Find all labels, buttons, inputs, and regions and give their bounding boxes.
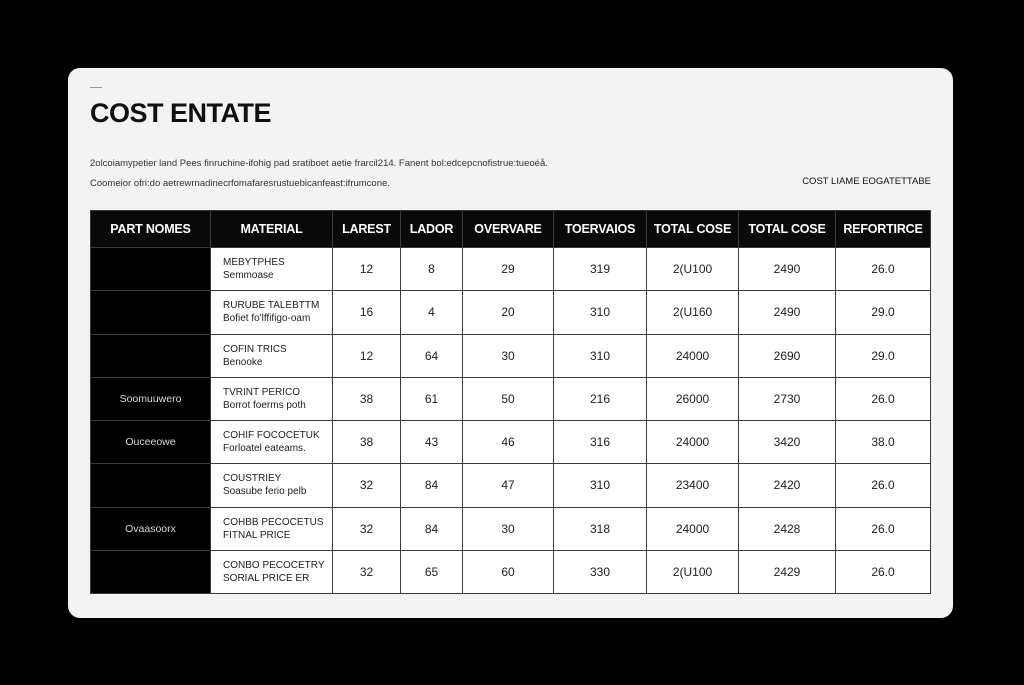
table-cell: 310 bbox=[554, 334, 647, 377]
part-name-cell bbox=[91, 464, 211, 507]
table-row bbox=[91, 421, 931, 464]
table-cell: 26000 bbox=[647, 377, 739, 420]
table-cell: 26.0 bbox=[836, 464, 931, 507]
table-cell: 26.0 bbox=[836, 550, 931, 593]
table-cell: 38 bbox=[333, 421, 401, 464]
table-cell: 60 bbox=[463, 550, 554, 593]
table-cell: 216 bbox=[554, 377, 647, 420]
table-cell: 32 bbox=[333, 507, 401, 550]
table-row bbox=[91, 248, 931, 291]
table-row bbox=[91, 464, 931, 507]
material-detail: Semmoase bbox=[223, 270, 274, 282]
table-row bbox=[91, 377, 931, 420]
table-cell: 4 bbox=[401, 291, 463, 334]
table-cell: 20 bbox=[463, 291, 554, 334]
table-caption: COST LIAME EOGATETTABE bbox=[802, 176, 931, 187]
material-cell bbox=[211, 291, 333, 334]
material-name: COHIF FOCOCETUK bbox=[223, 430, 320, 442]
table-cell: 2(U100 bbox=[647, 550, 739, 593]
column-header: TOTAL COSE bbox=[647, 211, 739, 248]
column-header: REFORTIRCE bbox=[836, 211, 931, 248]
divider bbox=[90, 87, 102, 88]
table-cell: 29 bbox=[463, 248, 554, 291]
table-cell: 2490 bbox=[739, 248, 836, 291]
table-cell: 38 bbox=[333, 377, 401, 420]
table-cell: 2420 bbox=[739, 464, 836, 507]
material-cell bbox=[211, 377, 333, 420]
table-cell: 26.0 bbox=[836, 377, 931, 420]
material-name: COHBB PECOCETUS bbox=[223, 516, 324, 528]
material-cell bbox=[211, 334, 333, 377]
table-row bbox=[91, 291, 931, 334]
material-cell bbox=[211, 421, 333, 464]
table-cell: 84 bbox=[401, 507, 463, 550]
table-cell: 2490 bbox=[739, 291, 836, 334]
part-name-cell: Ovaasoorx bbox=[91, 507, 211, 550]
material-detail: Soasube ferio pelb bbox=[223, 486, 307, 498]
part-name-cell: Ouceeowe bbox=[91, 421, 211, 464]
material-cell bbox=[211, 507, 333, 550]
material-name: CONBO PECOCETRY bbox=[223, 559, 325, 571]
table-cell: 3420 bbox=[739, 421, 836, 464]
table-cell: 8 bbox=[401, 248, 463, 291]
column-header: LADOR bbox=[401, 211, 463, 248]
table-cell: 32 bbox=[333, 464, 401, 507]
table-cell: 24000 bbox=[647, 334, 739, 377]
material-name: TVRINT PERICO bbox=[223, 386, 301, 398]
table-cell: 24000 bbox=[647, 421, 739, 464]
table-cell: 2(U160 bbox=[647, 291, 739, 334]
table-row bbox=[91, 550, 931, 593]
table-cell: 24000 bbox=[647, 507, 739, 550]
part-name-cell bbox=[91, 291, 211, 334]
table-row bbox=[91, 334, 931, 377]
table-cell: 61 bbox=[401, 377, 463, 420]
material-detail: Bofiet fo'lffifigo-oam bbox=[223, 313, 311, 325]
column-header: OVERVARE bbox=[463, 211, 554, 248]
document-card bbox=[68, 68, 953, 618]
material-detail: FITNAL PRICE bbox=[223, 529, 291, 541]
table-cell: 318 bbox=[554, 507, 647, 550]
material-name: RURUBE TALEBTTM bbox=[223, 300, 320, 312]
material-name: MEBYTPHES bbox=[223, 257, 285, 269]
table-cell: 50 bbox=[463, 377, 554, 420]
table-cell: 2690 bbox=[739, 334, 836, 377]
description-line: 2olcoiamypetier land Pees finruchine-ifohig pad sratiboet aetie frarcil214. Fanent bol:edcepcnofistrue:tueoéå. bbox=[90, 158, 548, 169]
table-cell: 47 bbox=[463, 464, 554, 507]
table-cell: 84 bbox=[401, 464, 463, 507]
page-title: COST ENTATE bbox=[90, 98, 271, 128]
part-name-cell bbox=[91, 248, 211, 291]
column-header: LAREST bbox=[333, 211, 401, 248]
table-cell: 310 bbox=[554, 291, 647, 334]
table-cell: 2429 bbox=[739, 550, 836, 593]
material-name: COUSTRIEY bbox=[223, 473, 282, 485]
column-header: TOTAL COSE bbox=[739, 211, 836, 248]
material-detail: SORIAL PRICE ER bbox=[223, 572, 310, 584]
table-cell: 26.0 bbox=[836, 507, 931, 550]
description-line: Coomeior ofri:do aetrewrnadinecrfomafaresrustuebicanfeast:ifrumcone. bbox=[90, 178, 390, 189]
table-header-row bbox=[91, 211, 931, 248]
material-cell bbox=[211, 464, 333, 507]
part-name-cell: Soomuuwero bbox=[91, 377, 211, 420]
column-header: MATERIAL bbox=[211, 211, 333, 248]
table-cell: 2(U100 bbox=[647, 248, 739, 291]
table-cell: 16 bbox=[333, 291, 401, 334]
table-cell: 310 bbox=[554, 464, 647, 507]
table-cell: 65 bbox=[401, 550, 463, 593]
part-name-cell bbox=[91, 550, 211, 593]
table-cell: 30 bbox=[463, 507, 554, 550]
material-detail: Forloatel eateams. bbox=[223, 443, 306, 455]
table-cell: 2428 bbox=[739, 507, 836, 550]
material-cell bbox=[211, 248, 333, 291]
table-cell: 29.0 bbox=[836, 334, 931, 377]
material-detail: Borrot foerms poth bbox=[223, 399, 306, 411]
column-header: PART NOMES bbox=[91, 211, 211, 248]
material-cell bbox=[211, 550, 333, 593]
table-cell: 30 bbox=[463, 334, 554, 377]
table-cell: 43 bbox=[401, 421, 463, 464]
table-cell: 319 bbox=[554, 248, 647, 291]
table-row bbox=[91, 507, 931, 550]
table-cell: 330 bbox=[554, 550, 647, 593]
material-detail: Benooke bbox=[223, 356, 263, 368]
table-cell: 316 bbox=[554, 421, 647, 464]
table-cell: 12 bbox=[333, 248, 401, 291]
cost-table bbox=[90, 210, 931, 594]
table-cell: 32 bbox=[333, 550, 401, 593]
table-cell: 23400 bbox=[647, 464, 739, 507]
material-name: COFIN TRICS bbox=[223, 343, 287, 355]
table-cell: 12 bbox=[333, 334, 401, 377]
table-cell: 26.0 bbox=[836, 248, 931, 291]
table-cell: 2730 bbox=[739, 377, 836, 420]
part-name-cell bbox=[91, 334, 211, 377]
column-header: TOERVAIOS bbox=[554, 211, 647, 248]
table-cell: 38.0 bbox=[836, 421, 931, 464]
table-cell: 64 bbox=[401, 334, 463, 377]
table-cell: 29.0 bbox=[836, 291, 931, 334]
table-cell: 46 bbox=[463, 421, 554, 464]
